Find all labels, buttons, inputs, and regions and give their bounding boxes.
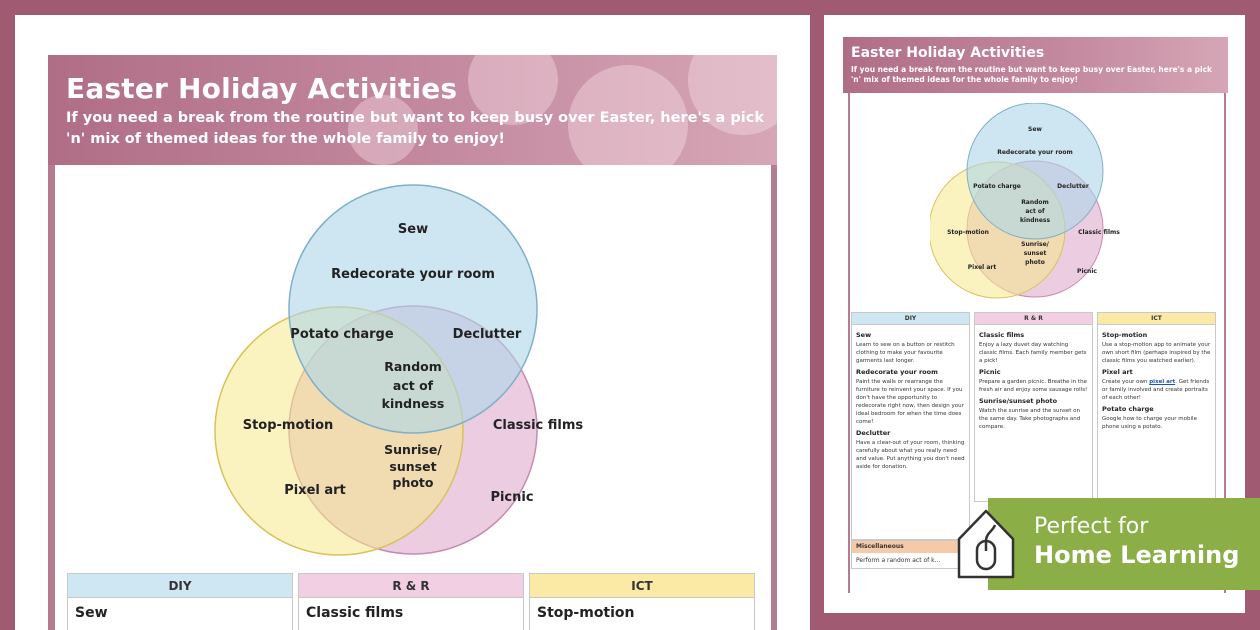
small-item-desc: [1102, 378, 1211, 402]
page-title: Easter Holiday Activities: [66, 72, 458, 105]
venn-label-potato-charge: Potato charge: [290, 327, 394, 342]
small-item-title: Redecorate your room: [856, 368, 938, 376]
page-subtitle: If you need a break from the routine but want to keep busy over Easter, here's a pick 'n' mix of themed ideas for the whole family to enjoy!: [66, 110, 764, 147]
venn-label-center-3: kindness: [381, 396, 445, 411]
category-header-diy: DIY: [68, 574, 292, 598]
category-header-ict: ICT: [530, 574, 754, 598]
small-item-title: Potato charge: [1102, 405, 1154, 413]
small-venn-label-potato: Potato charge: [973, 183, 1021, 190]
house-mouse-icon: [955, 505, 1017, 581]
venn-label-redecorate: Redecorate your room: [331, 267, 495, 282]
venn-label-classic-films: Classic films: [492, 418, 584, 433]
small-column-header-rr: R & R: [975, 313, 1092, 325]
venn-label-pixel-art: Pixel art: [284, 483, 346, 498]
venn-label-stop-motion: Stop-motion: [242, 418, 334, 433]
small-item-title: Stop-motion: [1102, 331, 1148, 339]
small-item-title: Sunrise/sunset photo: [979, 397, 1058, 405]
venn-label-center-2: act of: [392, 378, 434, 393]
venn-label-picnic: Picnic: [490, 490, 534, 505]
small-misc-text: Perform a random act of k...: [856, 557, 941, 564]
venn-diagram: [55, 165, 771, 573]
small-page-subtitle: If you need a break from the routine but want to keep busy over Easter, here's a pick 'n' mix of themed ideas for the whole family to enjoy!: [851, 65, 1213, 84]
small-column-header-diy: DIY: [852, 313, 969, 325]
small-item-desc: Paint the walls or rearrange the furniture to reinvent your space. If you don't have the opportunity to redecorate right now, then design your ideal bedroom for when the time does come!: [856, 379, 964, 425]
category-item-sew: Sew: [75, 605, 108, 621]
small-venn-diagram: [930, 103, 1140, 303]
small-item-desc: Google how to charge your mobile phone using a potato.: [1102, 416, 1197, 430]
small-column-header-ict: ICT: [1098, 313, 1215, 325]
badge-text-line1: Perfect for: [1034, 514, 1149, 539]
small-column-diy: [851, 312, 970, 540]
small-venn-label-sunrise-2: sunset: [1023, 250, 1047, 257]
venn-label-sunrise-3: photo: [392, 475, 434, 490]
category-header-rr: R & R: [299, 574, 523, 598]
small-venn-label-classic-films: Classic films: [1078, 229, 1120, 236]
worksheet-content: [55, 165, 771, 630]
small-misc-header: Miscellaneous: [852, 541, 975, 553]
venn-label-declutter: Declutter: [452, 327, 522, 342]
small-item-title: Picnic: [979, 368, 1001, 376]
small-item-title: Declutter: [856, 429, 891, 437]
category-table-rr: [298, 573, 524, 630]
small-page-title: Easter Holiday Activities: [851, 45, 1045, 61]
small-column-rr: [974, 312, 1093, 502]
small-item-desc-pre: Create your own: [1102, 379, 1150, 385]
small-venn-label-redecorate: Redecorate your room: [997, 149, 1073, 156]
small-item-desc: Use a stop-motion app to animate your own short film (perhaps inspired by the classic films you watched earlier).: [1102, 342, 1211, 364]
small-venn-label-center-3: kindness: [1019, 217, 1051, 224]
small-venn-label-sunrise-1: Sunrise/: [1021, 241, 1049, 248]
small-venn-label-center-1: Random: [1021, 199, 1049, 206]
small-item-desc: Have a clear-out of your room, thinking carefully about what you really need and value. Put anything you don't need aside for donation.: [856, 440, 965, 470]
small-item-desc: Watch the sunrise and the sunset on the same day. Take photographs and compare.: [979, 408, 1081, 430]
small-column-ict: [1097, 312, 1216, 502]
venn-label-center-1: Random: [384, 359, 442, 374]
small-venn-label-sew: Sew: [1028, 126, 1042, 133]
category-table-ict: [529, 573, 755, 630]
small-venn-label-pixel-art: Pixel art: [967, 264, 997, 271]
small-item-desc: Learn to sew on a button or restitch clothing to make your favourite garments last longer.: [856, 342, 955, 364]
small-item-title: Pixel art: [1102, 368, 1133, 376]
venn-label-sunrise-2: sunset: [389, 459, 437, 474]
category-item-classic-films: Classic films: [306, 605, 404, 621]
venn-label-sew: Sew: [397, 222, 429, 237]
category-item-stop-motion: Stop-motion: [537, 605, 635, 621]
pixel-art-link[interactable]: pixel art: [1149, 379, 1176, 385]
small-item-desc-post: . Get friends or family involved and create portraits of each other!: [1102, 379, 1210, 401]
category-table-diy: [67, 573, 293, 630]
small-item-title: Sew: [856, 331, 872, 339]
small-venn-label-picnic: Picnic: [1077, 268, 1097, 275]
small-item-desc: Enjoy a lazy duvet day watching classic films. Each family member gets a pick!: [979, 342, 1087, 364]
badge-text-line2: Home Learning: [1034, 541, 1240, 569]
small-item-title: Classic films: [979, 331, 1025, 339]
small-venn-label-declutter: Declutter: [1057, 183, 1089, 190]
small-venn-label-center-2: act of: [1025, 208, 1045, 215]
venn-label-sunrise-1: Sunrise/: [384, 442, 442, 457]
small-venn-label-sunrise-3: photo: [1025, 259, 1045, 266]
small-item-desc: Prepare a garden picnic. Breathe in the fresh air and enjoy some sausage rolls!: [979, 379, 1088, 393]
small-venn-label-stop-motion: Stop-motion: [947, 229, 989, 236]
